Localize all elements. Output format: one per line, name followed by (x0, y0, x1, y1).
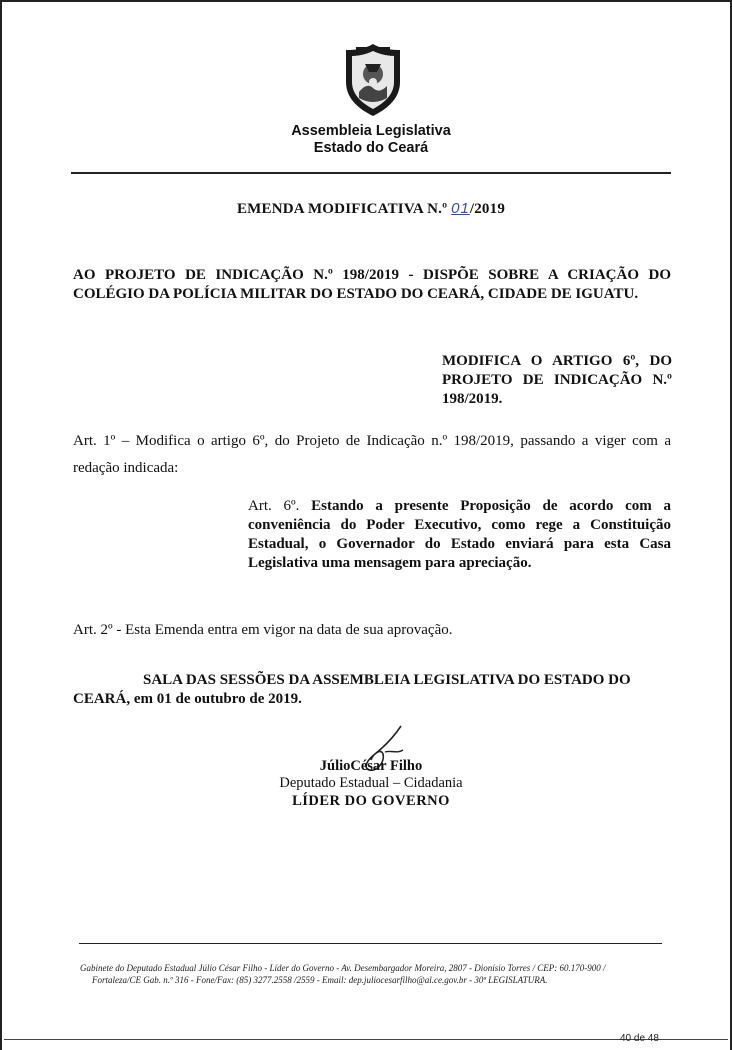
header-divider (71, 172, 671, 174)
state-crest-icon (343, 42, 403, 118)
art6-line-2: conveniência do Poder Executivo, como rege a Constituição (248, 517, 671, 533)
summary-line-1: MODIFICA O ARTIGO 6º, DO (442, 353, 672, 369)
page-number: 40 de 48 (620, 1033, 659, 1044)
art6-label: Art. 6º. (248, 498, 300, 514)
closing-line-2: CEARÁ, em 01 de outubro de 2019. (73, 691, 302, 707)
art1-line-2: redação indicada: (73, 460, 179, 476)
title-suffix: /2019 (469, 201, 506, 217)
footer-line-2: Fortaleza/CE Gab. n.º 316 - Fone/Fax: (85) 3277.2558 /2559 - Email: dep.juliocesarfilho@al.ce.gov.br - 30ª LEGISLATURA. (92, 975, 548, 985)
institution-state: Estado do Ceará (313, 140, 429, 156)
closing-line-1: SALA DAS SESSÕES DA ASSEMBLEIA LEGISLATIVA DO ESTADO DO (143, 672, 631, 688)
art6-line-4: Legislativa uma mensagem para apreciação. (248, 555, 532, 571)
page-border-top (0, 0, 732, 2)
summary-line-3: 198/2019. (442, 391, 503, 407)
signer-name: JúlioCésar Filho (319, 758, 423, 774)
title-prefix: EMENDA MODIFICATIVA N.º (236, 201, 448, 217)
art6-line-1 (248, 497, 671, 516)
institution-name: Assembleia Legislativa (291, 123, 451, 139)
art1-line-1: Art. 1º – Modifica o artigo 6º, do Projeto de Indicação n.º 198/2019, passando a viger com a (73, 433, 671, 449)
footer-divider (79, 943, 662, 944)
art2-text: Art. 2º - Esta Emenda entra em vigor na data de sua aprovação. (73, 622, 453, 638)
art6-line-1-text: Estando a presente Proposição de acordo com a (311, 498, 672, 514)
art6-line-3: Estadual, o Governador do Estado enviará para esta Casa (248, 536, 671, 552)
subject-line-1: AO PROJETO DE INDICAÇÃO N.º 198/2019 - DISPÕE SOBRE A CRIAÇÃO DO (73, 267, 671, 283)
document-title (0, 200, 732, 218)
summary-line-2: PROJETO DE INDICAÇÃO N.º (442, 372, 672, 388)
amendment-number: 01 (451, 200, 470, 217)
footer-line-1: Gabinete do Deputado Estadual Júlio César Filho - Líder do Governo - Av. Desembargador Moreira, 2807 - Dionísio Torres / CEP: 60.170-900 / (80, 963, 606, 973)
page-border-left (0, 0, 2, 1050)
signer-title: LÍDER DO GOVERNO (292, 793, 450, 809)
signer-role: Deputado Estadual – Cidadania (279, 775, 463, 791)
subject-line-2: COLÉGIO DA POLÍCIA MILITAR DO ESTADO DO CEARÁ, CIDADE DE IGUATU. (73, 286, 639, 302)
